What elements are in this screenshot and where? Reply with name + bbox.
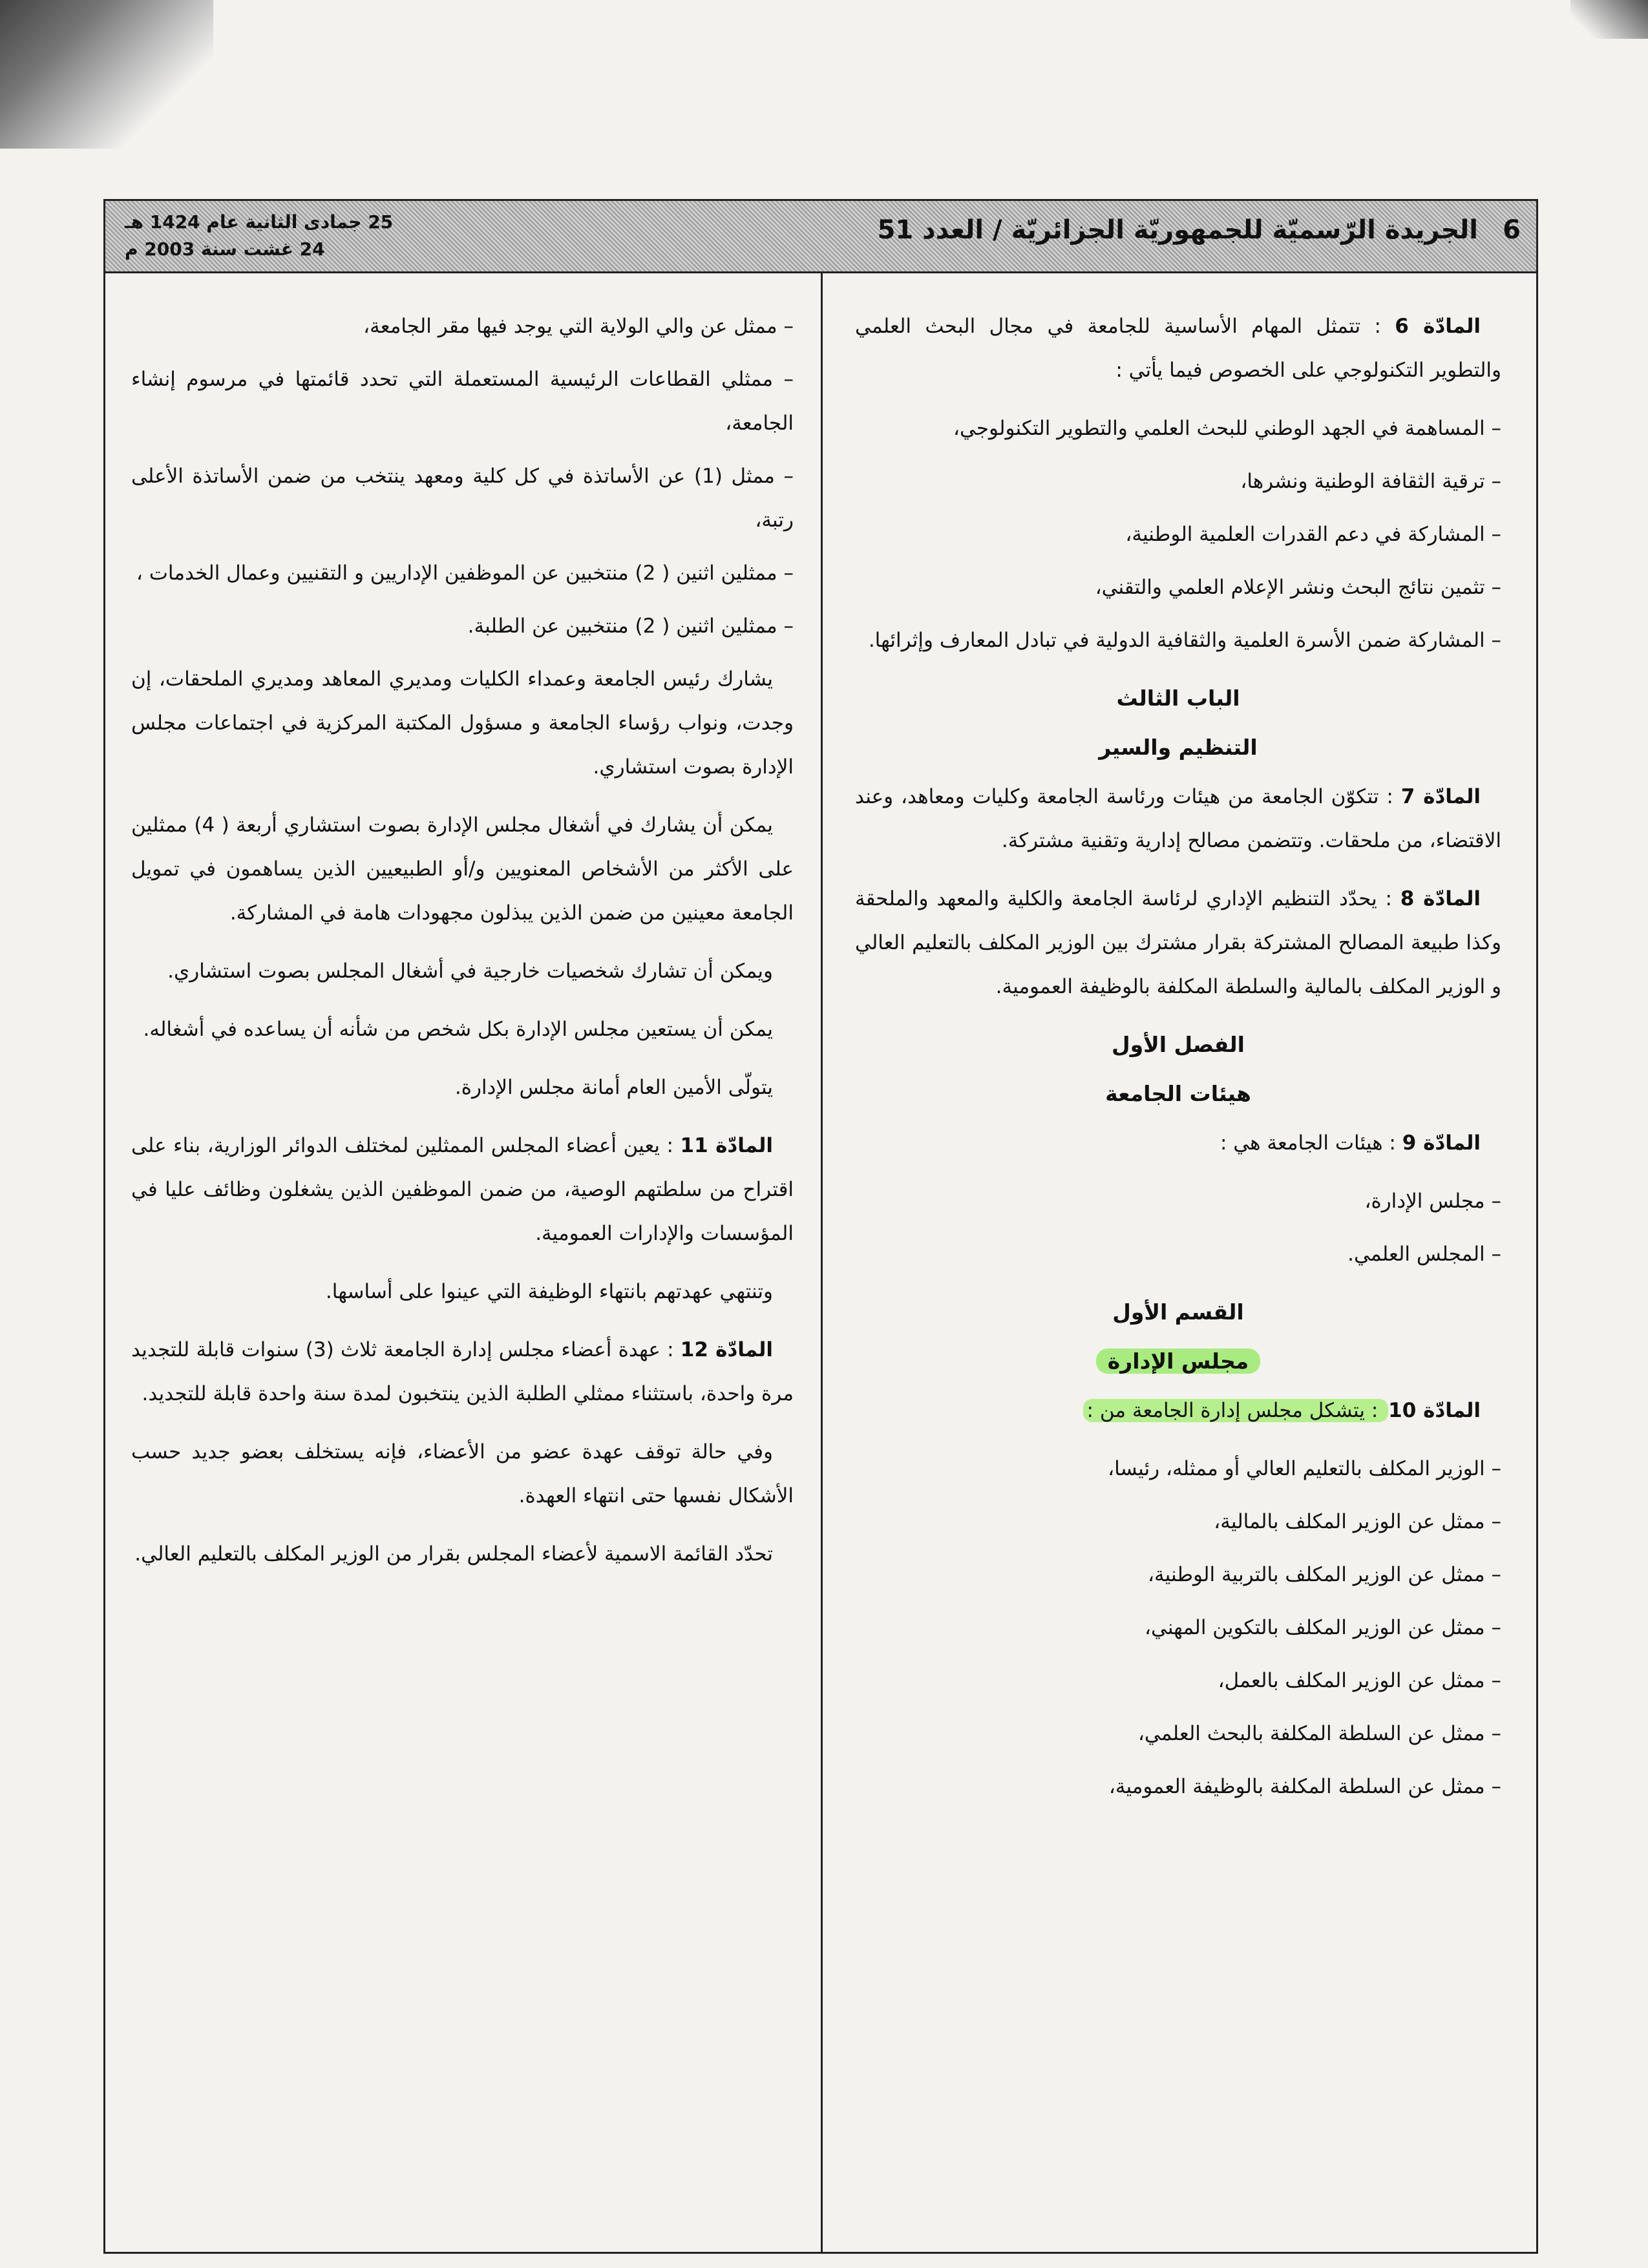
article-label: المادّة 11 bbox=[680, 1134, 773, 1157]
list-item bbox=[131, 304, 794, 348]
paragraph-text: – ممثل (1) عن الأساتذة في كل كلية ومعهد ينتخب من ضمن الأساتذة الأعلى رتبة، bbox=[131, 465, 794, 532]
paragraph-text: – ممثلين اثنين ( 2) منتخبين عن الطلبة. bbox=[467, 614, 794, 638]
article-paragraph bbox=[855, 1121, 1501, 1165]
list-item bbox=[855, 1553, 1501, 1597]
paragraph-text: – المساهمة في الجهد الوطني للبحث العلمي والتطوير التكنولوجي، bbox=[953, 417, 1501, 440]
paragraph-text: – ممثل عن السلطة المكلفة بالبحث العلمي، bbox=[1137, 1722, 1501, 1745]
paragraph-text: – ممثل عن الوزير المكلف بالتكوين المهني، bbox=[1144, 1616, 1501, 1639]
section-subheading bbox=[855, 1339, 1501, 1383]
paragraph-text: : تتكوّن الجامعة من هيئات ورئاسة الجامعة وكليات ومعاهد، وعند الاقتضاء، من ملحقات. وتتضمن مصالح إدارية وتقنية مشتركة. bbox=[855, 785, 1501, 852]
list-item bbox=[131, 604, 794, 648]
paragraph-text: – المجلس العلمي. bbox=[1347, 1243, 1501, 1266]
article-paragraph bbox=[855, 1389, 1501, 1433]
right-column bbox=[855, 304, 1501, 1818]
article-label: المادّة 7 bbox=[1400, 785, 1481, 808]
list-item bbox=[855, 459, 1501, 503]
paragraph-text: : عهدة أعضاء مجلس إدارة الجامعة ثلاث (3) سنوات قابلة للتجديد مرة واحدة، باستثناء ممثلي الطلبة الذين ينتخبون لمدة سنة واحدة قابلة للتجديد. bbox=[131, 1338, 794, 1405]
list-item bbox=[855, 512, 1501, 556]
paragraph-text: – ممثل عن الوزير المكلف بالتربية الوطنية، bbox=[1148, 1563, 1501, 1586]
paragraph-text: – مجلس الإدارة، bbox=[1364, 1190, 1501, 1213]
paragraph-text: : يحدّد التنظيم الإداري لرئاسة الجامعة والكلية والمعهد والملحقة وكذا طبيعة المصالح المشتركة بقرار مشترك بين الوزير المكلف بالتعليم العالي و الوزير المكلف بالمالية والسلطة المكلفة بالوظيفة العمومية. bbox=[855, 887, 1501, 998]
article-paragraph bbox=[131, 1124, 794, 1255]
paragraph-text: – المشاركة في دعم القدرات العلمية الوطنية، bbox=[1125, 523, 1501, 546]
paragraph-text: – ممثل عن الوزير المكلف بالعمل، bbox=[1218, 1669, 1501, 1692]
page-frame bbox=[103, 199, 1538, 2254]
article-label: المادّة 9 bbox=[1402, 1131, 1481, 1155]
section-heading: القسم الأول bbox=[1112, 1299, 1244, 1325]
paragraph-text: – ممثلين اثنين ( 2) منتخبين عن الموظفين الإداريين و التقنيين وعمال الخدمات ، bbox=[136, 562, 794, 585]
article-paragraph bbox=[131, 1270, 794, 1314]
list-item bbox=[855, 1447, 1501, 1491]
section-heading: الباب الثالث bbox=[1116, 686, 1240, 711]
paragraph-text: – ممثلي القطاعات الرئيسية المستعملة التي تحدد قائمتها في مرسوم إنشاء الجامعة، bbox=[131, 368, 794, 435]
page-number: 6 bbox=[1503, 215, 1521, 245]
paragraph-text: : يعين أعضاء المجلس الممثلين لمختلف الدوائر الوزارية، بناء على اقتراح من سلطتهم الوصية، من ضمن الموظفين الذين يشغلون وظائف عليا في المؤسسات والإدارات العمومية. bbox=[131, 1134, 794, 1245]
paragraph-text: – ممثل عن والي الولاية التي يوجد فيها مقر الجامعة، bbox=[363, 315, 794, 338]
list-item bbox=[855, 618, 1501, 662]
list-item bbox=[855, 406, 1501, 450]
section-heading: الفصل الأول bbox=[1112, 1032, 1245, 1057]
highlighted-heading-text: مجلس الإدارة bbox=[1096, 1349, 1260, 1374]
list-item bbox=[855, 1179, 1501, 1223]
list-item bbox=[131, 357, 794, 445]
list-item bbox=[855, 1659, 1501, 1703]
date-hijri: 25 جمادى الثانية عام 1424 هـ bbox=[125, 211, 394, 233]
article-paragraph bbox=[855, 877, 1501, 1009]
scan-shadow-top-left bbox=[0, 0, 213, 149]
article-paragraph bbox=[131, 1430, 794, 1518]
paragraph-text: ويمكن أن تشارك شخصيات خارجية في أشغال المجلس بصوت استشاري. bbox=[167, 960, 773, 983]
article-paragraph bbox=[131, 1066, 794, 1109]
scan-shadow-top-right bbox=[1570, 0, 1648, 39]
paragraph-text: : يتشكل مجلس إدارة الجامعة من : bbox=[1083, 1399, 1389, 1422]
article-paragraph bbox=[855, 775, 1501, 863]
paragraph-text: – ممثل عن الوزير المكلف بالمالية، bbox=[1214, 1510, 1501, 1533]
list-item bbox=[855, 1232, 1501, 1276]
paragraph-text: يمكن أن يشارك في أشغال مجلس الإدارة بصوت استشاري أربعة ( 4) ممثلين على الأكثر من الأشخاص المعنويين و/أو الطبيعيين الذين يساهمون في تمويل الجامعة معينين من ضمن الذين يبذلون مجهودات هامة في المشاركة. bbox=[131, 814, 794, 925]
paragraph-text: – ترقية الثقافة الوطنية ونشرها، bbox=[1240, 470, 1501, 493]
left-column bbox=[131, 304, 794, 1590]
list-item bbox=[855, 565, 1501, 609]
paragraph-text: يشارك رئيس الجامعة وعمداء الكليات ومديري المعاهد ومديري الملحقات، إن وجدت، ونواب رؤساء الجامعة و مسؤول المكتبة المركزية في اجتماعات مجلس الإدارة بصوت استشاري. bbox=[131, 667, 794, 779]
paragraph-text: وتنتهي عهدتهم بانتهاء الوظيفة التي عينوا على أساسها. bbox=[325, 1280, 773, 1303]
article-paragraph bbox=[131, 949, 794, 993]
paragraph-text: وفي حالة توقف عهدة عضو من الأعضاء، فإنه يستخلف بعضو جديد حسب الأشكال نفسها حتى انتهاء العهدة. bbox=[131, 1440, 794, 1507]
list-item bbox=[855, 1712, 1501, 1756]
article-paragraph bbox=[131, 1007, 794, 1051]
list-item bbox=[855, 1765, 1501, 1809]
article-paragraph bbox=[855, 304, 1501, 392]
article-paragraph bbox=[131, 657, 794, 789]
paragraph-text: يمكن أن يستعين مجلس الإدارة بكل شخص من شأنه أن يساعده في أشغاله. bbox=[143, 1018, 773, 1041]
list-item bbox=[855, 1500, 1501, 1544]
section-subheading: هيئات الجامعة bbox=[1105, 1081, 1251, 1106]
paragraph-text: تحدّد القائمة الاسمية لأعضاء المجلس بقرار من الوزير المكلف بالتعليم العالي. bbox=[134, 1542, 773, 1566]
paragraph-text: – ممثل عن السلطة المكلفة بالوظيفة العمومية، bbox=[1108, 1775, 1501, 1798]
list-item bbox=[855, 1606, 1501, 1650]
section-subheading: التنظيم والسير bbox=[1099, 735, 1258, 760]
article-label: المادّة 6 bbox=[1395, 315, 1481, 338]
date-gregorian: 24 غشت سنة 2003 م bbox=[125, 238, 325, 260]
paragraph-text: : هيئات الجامعة هي : bbox=[1220, 1131, 1402, 1155]
paragraph-text: – تثمين نتائج البحث ونشر الإعلام العلمي والتقني، bbox=[1095, 576, 1501, 599]
paragraph-text: – الوزير المكلف بالتعليم العالي أو ممثله، رئيسا، bbox=[1108, 1457, 1501, 1480]
paragraph-text: – المشاركة ضمن الأسرة العلمية والثقافية الدولية في تبادل المعارف وإثرائها. bbox=[868, 629, 1501, 652]
list-item bbox=[131, 551, 794, 595]
article-paragraph bbox=[131, 1328, 794, 1416]
article-label: المادّة 10 bbox=[1388, 1399, 1481, 1422]
list-item bbox=[131, 454, 794, 542]
article-paragraph bbox=[131, 1532, 794, 1576]
paragraph-text: يتولّى الأمين العام أمانة مجلس الإدارة. bbox=[454, 1076, 773, 1099]
gazette-title: الجريدة الرّسميّة للجمهوريّة الجزائريّة / العدد 51 bbox=[877, 215, 1478, 245]
article-label: المادّة 12 bbox=[680, 1338, 773, 1361]
paragraph-text: : تتمثل المهام الأساسية للجامعة في مجال البحث العلمي والتطوير التكنولوجي على الخصوص فيما يأتي : bbox=[855, 315, 1501, 382]
page-header bbox=[105, 201, 1536, 273]
column-divider bbox=[821, 273, 823, 2254]
article-label: المادّة 8 bbox=[1400, 887, 1481, 910]
article-paragraph bbox=[131, 803, 794, 935]
